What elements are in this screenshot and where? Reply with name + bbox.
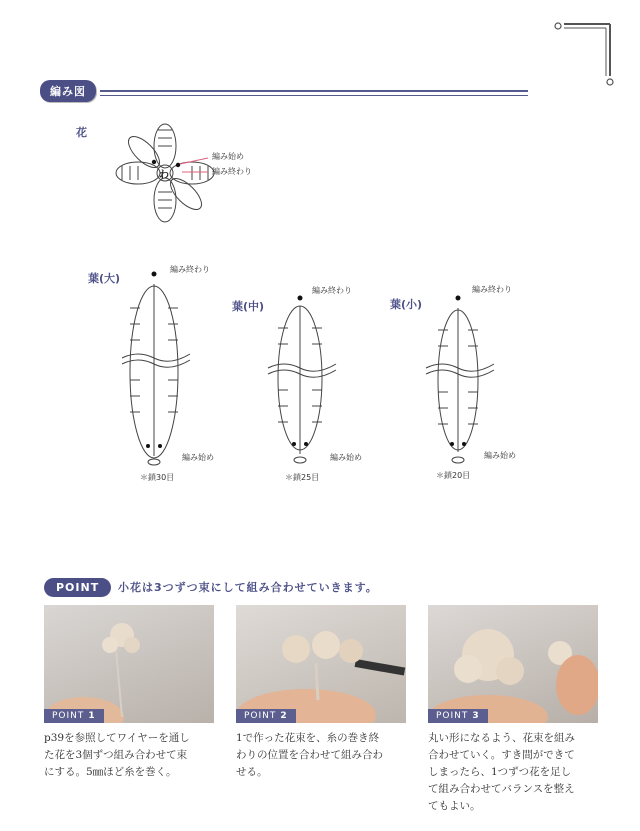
point-tag: POINT xyxy=(44,578,111,597)
flower-photo-3 xyxy=(428,605,598,723)
leaf-small-label: 葉(小) xyxy=(390,298,423,311)
step-desc-2: 1で作った花束を、糸の巻き終 わりの位置を合わせて組み合わ せる。 xyxy=(236,732,383,778)
point-headline: 小花は3つずつ束にして組み合わせていきます。 xyxy=(118,581,378,594)
step-badge-2: POINT 2 xyxy=(236,709,296,723)
leaf-medium-chain-note: ＊鎖25目 xyxy=(285,473,320,482)
leaf-small-chain-note: ＊鎖20目 xyxy=(436,471,471,480)
leaf-large-diagram xyxy=(118,268,198,468)
section-title: 編み図 xyxy=(40,80,96,102)
leaf-medium-end-note: 編み終わり xyxy=(312,286,352,295)
leaf-small-diagram xyxy=(424,292,504,468)
leaf-large-label: 葉(大) xyxy=(88,272,121,285)
leaf-large-chain-note: ＊鎖30目 xyxy=(140,473,175,482)
flower-photo-2 xyxy=(236,605,406,723)
leaf-medium-label: 葉(中) xyxy=(232,300,265,313)
leaf-medium-start-note: 編み始め xyxy=(330,453,362,462)
section-rule xyxy=(100,90,528,92)
step-photo-2 xyxy=(236,605,406,723)
corner-ornament xyxy=(552,18,622,88)
leaf-large-start-note: 編み始め xyxy=(182,453,214,462)
leaf-small-start-note: 編み始め xyxy=(484,451,516,460)
leaf-small-end-note: 編み終わり xyxy=(472,285,512,294)
flower-start-note: 編み始め xyxy=(212,152,244,161)
flower-end-note: 編み終わり xyxy=(212,167,252,176)
step-photo-1 xyxy=(44,605,214,723)
step-desc-1: p39を参照してワイヤーを通し た花を3個ずつ組み合わせて束 にする。5㎜ほど糸を巻く。 xyxy=(44,732,190,778)
flower-label: 花 xyxy=(76,126,87,139)
flower-center-label: わ xyxy=(159,170,169,181)
step-photo-3 xyxy=(428,605,598,723)
step-desc-3: 丸い形になるよう、花束を組み 合わせていく。すき間ができて しまったら、1つずつ花を足し て組み合わせてバランスを整え てもよい。 xyxy=(428,732,575,812)
leaf-medium-diagram xyxy=(266,292,346,468)
section-rule-thin xyxy=(100,95,528,96)
leaf-large-end-note: 編み終わり xyxy=(170,265,210,274)
step-badge-1: POINT 1 xyxy=(44,709,104,723)
step-badge-3: POINT 3 xyxy=(428,709,488,723)
flower-photo-1 xyxy=(44,605,214,723)
